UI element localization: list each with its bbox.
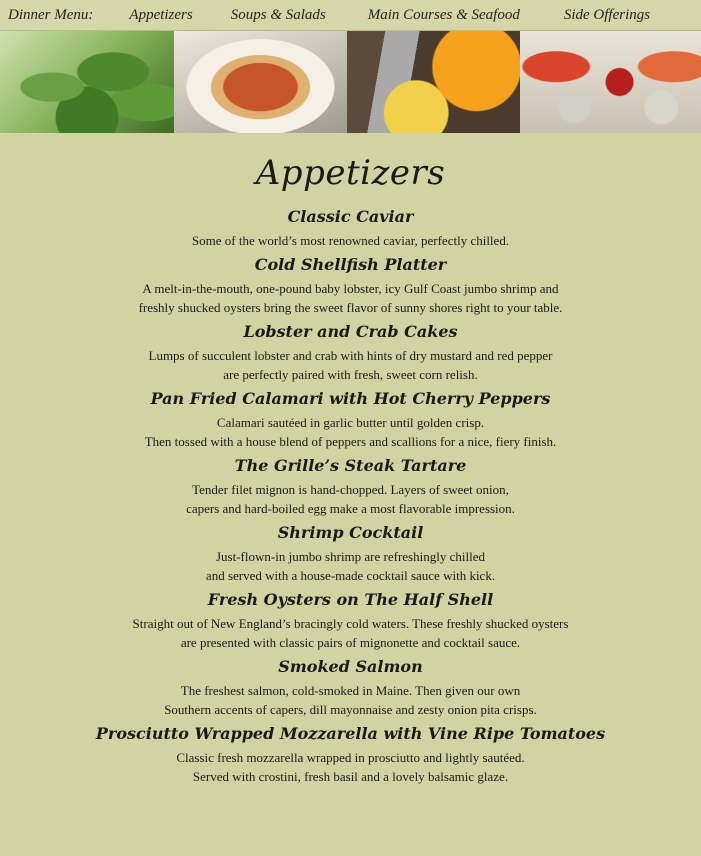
nav-link-side-offerings[interactable]: Side Offerings: [563, 6, 651, 23]
dish-item: [0, 657, 701, 719]
nav-link-appetizers[interactable]: Appetizers: [129, 6, 193, 23]
dish-item: [0, 322, 701, 384]
dish-name: Shrimp Cocktail: [277, 523, 424, 542]
dish-name: Lobster and Crab Cakes: [243, 322, 458, 341]
dish-description: A melt-in-the-mouth, one-pound baby lobster, icy Gulf Coast jumbo shrimp and freshly shucked oysters bring the sweet flavor of sunny shores right to your table.: [138, 281, 563, 315]
dish-description: Calamari sautéed in garlic butter until golden crisp. Then tossed with a house blend of peppers and scallions for a nice, fiery finish.: [144, 415, 557, 449]
dish-item: [0, 207, 701, 250]
dish-item: [0, 724, 701, 786]
dish-item: [0, 456, 701, 518]
photo-banner: [0, 31, 701, 133]
dish-name: Fresh Oysters on The Half Shell: [207, 590, 494, 609]
dish-name: Pan Fried Calamari with Hot Cherry Peppers: [150, 389, 551, 408]
dish-description: Tender filet mignon is hand-chopped. Layers of sweet onion, capers and hard-boiled egg make a most flavorable impression.: [186, 482, 515, 516]
nav-link-soups-salads[interactable]: Soups & Salads: [230, 6, 326, 23]
seafood-photo: [520, 31, 701, 133]
dish-name: Smoked Salmon: [278, 657, 423, 676]
dish-item: [0, 389, 701, 451]
top-navigation: [0, 0, 701, 31]
citrus-photo: [347, 31, 520, 133]
dish-name: Classic Caviar: [287, 207, 414, 226]
dish-name: The Grille’s Steak Tartare: [234, 456, 467, 475]
dish-item: [0, 523, 701, 585]
dish-name: Prosciutto Wrapped Mozzarella with Vine Ripe Tomatoes: [95, 724, 606, 743]
dish-description: Some of the world’s most renowned caviar, perfectly chilled.: [191, 233, 510, 248]
dish-item: [0, 255, 701, 317]
dish-description: Classic fresh mozzarella wrapped in prosciutto and lightly sautéed. Served with crostini, fresh basil and a lovely balsamic glaze.: [176, 750, 525, 784]
dish-description: The freshest salmon, cold-smoked in Maine. Then given our own Southern accents of capers, dill mayonnaise and zesty onion pita crisps.: [164, 683, 537, 717]
dish-item: [0, 590, 701, 652]
section-title: Appetizers: [255, 153, 446, 193]
nav-link-main-courses[interactable]: Main Courses & Seafood: [367, 6, 520, 23]
dish-description: Straight out of New England’s bracingly cold waters. These freshly shucked oysters are presented with classic pairs of mignonette and cocktail sauce.: [132, 616, 569, 650]
pasta-photo: [174, 31, 347, 133]
spinach-photo: [0, 31, 174, 133]
menu-section: [0, 133, 701, 786]
dish-description: Just-flown-in jumbo shrimp are refreshingly chilled and served with a house-made cocktail sauce with kick.: [205, 549, 496, 583]
dish-description: Lumps of succulent lobster and crab with hints of dry mustard and red pepper are perfectly paired with fresh, sweet corn relish.: [148, 348, 553, 382]
nav-label: Dinner Menu:: [8, 6, 94, 23]
dish-name: Cold Shellfish Platter: [254, 255, 447, 274]
